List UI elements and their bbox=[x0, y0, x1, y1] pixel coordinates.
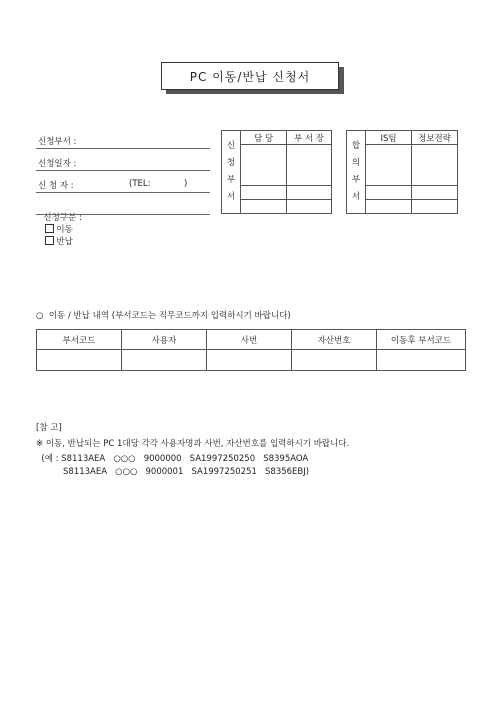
date-label: 신청일자 : bbox=[38, 159, 77, 169]
details-heading: ○ 이동 / 반납 내역 (부서코드는 직무코드까지 입력하시기 바랍니다) bbox=[36, 311, 291, 321]
date-cell-manager[interactable] bbox=[241, 186, 287, 200]
notes-line-1: ※ 이동, 반납되는 PC 1대당 각각 사용자명과 사번, 자산번호를 입력하시기 바랍니다. bbox=[36, 439, 350, 449]
date-cell-dept-head[interactable] bbox=[287, 186, 332, 200]
extra-cell-info-strategy[interactable] bbox=[412, 200, 458, 214]
input-employee-id[interactable] bbox=[207, 350, 292, 371]
side-char: 청 bbox=[226, 158, 236, 168]
extra-cell-manager[interactable] bbox=[241, 200, 287, 214]
col-dept-code: 부서코드 bbox=[37, 330, 122, 350]
date-line[interactable] bbox=[36, 170, 210, 171]
sign-cell-is-team[interactable] bbox=[366, 145, 412, 186]
applicant-approval-grid bbox=[221, 130, 332, 214]
input-asset-no[interactable] bbox=[292, 350, 377, 371]
sign-cell-info-strategy[interactable] bbox=[412, 145, 458, 186]
type-row bbox=[38, 201, 82, 247]
approval-side-label bbox=[222, 131, 241, 214]
move-option-label: 이동 bbox=[56, 225, 73, 235]
input-user[interactable] bbox=[122, 350, 207, 371]
notes-heading: [참 고] bbox=[36, 423, 62, 433]
header-info-strategy: 정보전략 bbox=[412, 131, 458, 145]
notes-example-2: S8113AEA ○○○ 9000001 SA1997250251 S8356EBJ) bbox=[36, 467, 310, 477]
side-char: 부 bbox=[351, 175, 361, 185]
side-char: 합 bbox=[351, 141, 361, 151]
details-table bbox=[36, 329, 466, 371]
applicant-label: 신 청 자 : bbox=[38, 181, 74, 191]
header-manager: 담 당 bbox=[241, 131, 287, 145]
type-label: 신청구분 : bbox=[43, 213, 82, 223]
date-cell-info-strategy[interactable] bbox=[412, 186, 458, 200]
extra-cell-is-team[interactable] bbox=[366, 200, 412, 214]
side-char: 부 bbox=[226, 175, 236, 185]
dept-label: 신청부서 : bbox=[38, 137, 77, 147]
sign-cell-dept-head[interactable] bbox=[287, 145, 332, 186]
date-cell-is-team[interactable] bbox=[366, 186, 412, 200]
side-char: 서 bbox=[226, 192, 236, 202]
form-title: PC 이동/반납 신청서 bbox=[161, 62, 339, 90]
side-char: 신 bbox=[226, 141, 236, 151]
applicant-line[interactable] bbox=[36, 192, 210, 193]
side-char: 의 bbox=[351, 158, 361, 168]
sign-cell-manager[interactable] bbox=[241, 145, 287, 186]
notes-example-1: (예 : S8113AEA ○○○ 9000000 SA1997250250 S8395AOA bbox=[36, 454, 309, 464]
col-user: 사용자 bbox=[122, 330, 207, 350]
return-option-label: 반납 bbox=[56, 237, 73, 247]
move-checkbox[interactable] bbox=[45, 224, 54, 233]
return-checkbox[interactable] bbox=[45, 236, 54, 245]
tel-close: ) bbox=[184, 179, 188, 189]
side-char: 서 bbox=[351, 192, 361, 202]
input-new-dept-code[interactable] bbox=[377, 350, 466, 371]
dept-line[interactable] bbox=[36, 148, 210, 149]
header-is-team: IS팀 bbox=[366, 131, 412, 145]
col-new-dept-code: 이동후 부서코드 bbox=[377, 330, 466, 350]
type-line bbox=[36, 214, 210, 215]
extra-cell-dept-head[interactable] bbox=[287, 200, 332, 214]
tel-label: (TEL: bbox=[129, 179, 151, 189]
col-employee-id: 사번 bbox=[207, 330, 292, 350]
col-asset-no: 자산번호 bbox=[292, 330, 377, 350]
cooperation-side-label bbox=[347, 131, 366, 214]
input-dept-code[interactable] bbox=[37, 350, 122, 371]
cooperation-approval-grid bbox=[346, 130, 458, 214]
header-dept-head: 부 서 장 bbox=[287, 131, 332, 145]
